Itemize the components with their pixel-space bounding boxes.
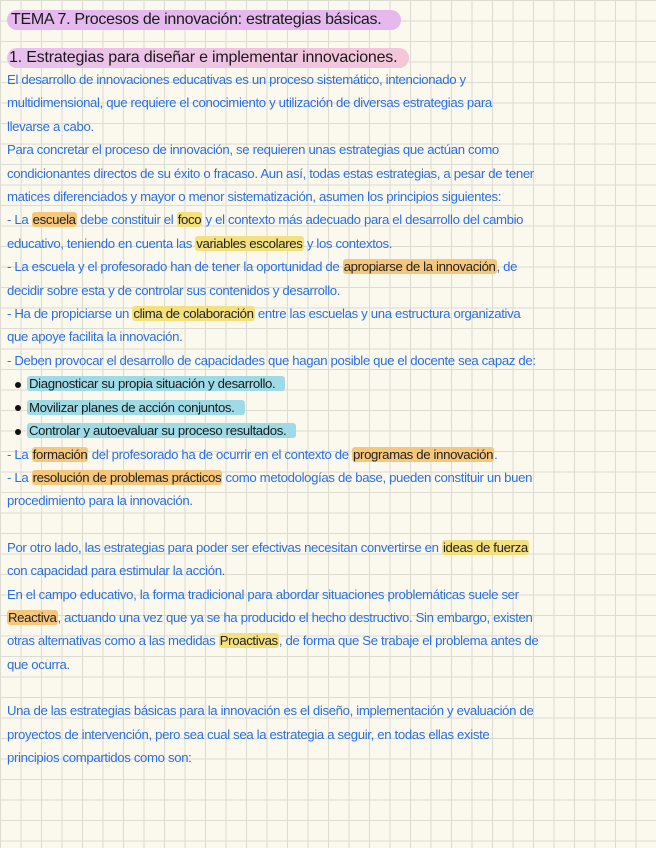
text-line: llevarse a cabo. xyxy=(7,118,94,134)
bullet-item: Movilizar planes de acción conjuntos. xyxy=(7,396,649,419)
principle-line: decidir sobre esta y de controlar sus contenidos y desarrollo. xyxy=(7,282,341,298)
principle-line: que apoye facilita la innovación. xyxy=(7,329,183,345)
paragraph-line: proyectos de intervención, pero sea cual sea la estrategia a seguir, en todas ellas existe xyxy=(7,726,490,742)
highlight: variables escolares xyxy=(196,235,303,251)
highlight: programas de innovación xyxy=(353,446,494,462)
highlight: ideas de fuerza xyxy=(442,539,528,555)
principle-line: educativo, teniendo en cuenta las variables escolares y los contextos. xyxy=(7,235,393,251)
paragraph-line: otras alternativas como a las medidas Proactivas, de forma que Se trabaje el problema antes de xyxy=(7,633,539,649)
text-line: multidimensional, que requiere el conocimiento y utilización de diversas estrategias para xyxy=(7,95,492,111)
page-title: TEMA 7. Procesos de innovación: estrategias básicas. xyxy=(7,10,401,30)
principle-line: - La escuela y el profesorado han de tener la oportunidad de apropiarse de la innovación, de xyxy=(7,259,518,275)
notes-page xyxy=(7,10,649,769)
highlight: Reactiva xyxy=(8,609,57,625)
paragraph-line: En el campo educativo, la forma tradicional para abordar situaciones problemáticas suele ser xyxy=(7,586,519,602)
highlight: clima de colaboración xyxy=(133,306,254,322)
section-body xyxy=(7,68,649,769)
principle-line: - Deben provocar el desarrollo de capacidades que hagan posible que el docente sea capaz de: xyxy=(7,352,536,368)
principle-line: - La escuela debe constituir el foco y el contexto más adecuado para el desarrollo del cambio xyxy=(7,212,524,228)
paragraph-line: principios compartidos como son: xyxy=(7,749,192,765)
text-line: matices diferenciados y mayor o menor sistematización, asumen los principios siguientes: xyxy=(7,189,502,205)
bullet-icon xyxy=(15,382,21,388)
bullet-icon xyxy=(15,429,21,435)
principle-line: - La formación del profesorado ha de ocurrir en el contexto de programas de innovación. xyxy=(7,446,498,462)
bullet-item: Diagnosticar su propia situación y desarrollo. xyxy=(7,372,649,395)
bullet-icon xyxy=(15,405,21,411)
highlight: formación xyxy=(32,446,88,462)
paragraph-line: Una de las estrategias básicas para la innovación es el diseño, implementación y evaluación de xyxy=(7,703,534,719)
principle-line: procedimiento para la innovación. xyxy=(7,493,193,509)
highlight: foco xyxy=(177,212,202,228)
paragraph-line: Reactiva, actuando una vez que ya se ha producido el hecho destructivo. Sin embargo, existen xyxy=(8,609,533,625)
text-line: condicionantes directos de su éxito o fracaso. Aun así, todas estas estrategias, a pesar de tener xyxy=(7,165,534,181)
paragraph-line: que ocurra. xyxy=(7,656,70,672)
section-heading: 1. Estrategias para diseñar e implementar innovaciones. xyxy=(7,48,409,68)
text-line: Para concretar el proceso de innovación, se requieren unas estrategias que actúan como xyxy=(7,142,499,158)
principle-line: - Ha de propiciarse un clima de colaboración entre las escuelas y una estructura organizativa xyxy=(7,306,521,322)
highlight: apropiarse de la innovación xyxy=(343,259,496,275)
bullet-item: Controlar y autoevaluar su proceso resultados. xyxy=(7,419,649,442)
highlight: resolución de problemas prácticos xyxy=(32,469,222,485)
paragraph-line: Por otro lado, las estrategias para poder ser efectivas necesitan convertirse en ideas de fuerza xyxy=(7,539,528,555)
paragraph-line: con capacidad para estimular la acción. xyxy=(7,563,225,579)
highlight: Proactivas xyxy=(219,633,278,649)
highlight: escuela xyxy=(32,212,76,228)
text-line: El desarrollo de innovaciones educativas es un proceso sistemático, intencionado y xyxy=(7,72,466,87)
principle-line: - La resolución de problemas prácticos como metodologías de base, pueden constituir un buen xyxy=(7,469,533,485)
